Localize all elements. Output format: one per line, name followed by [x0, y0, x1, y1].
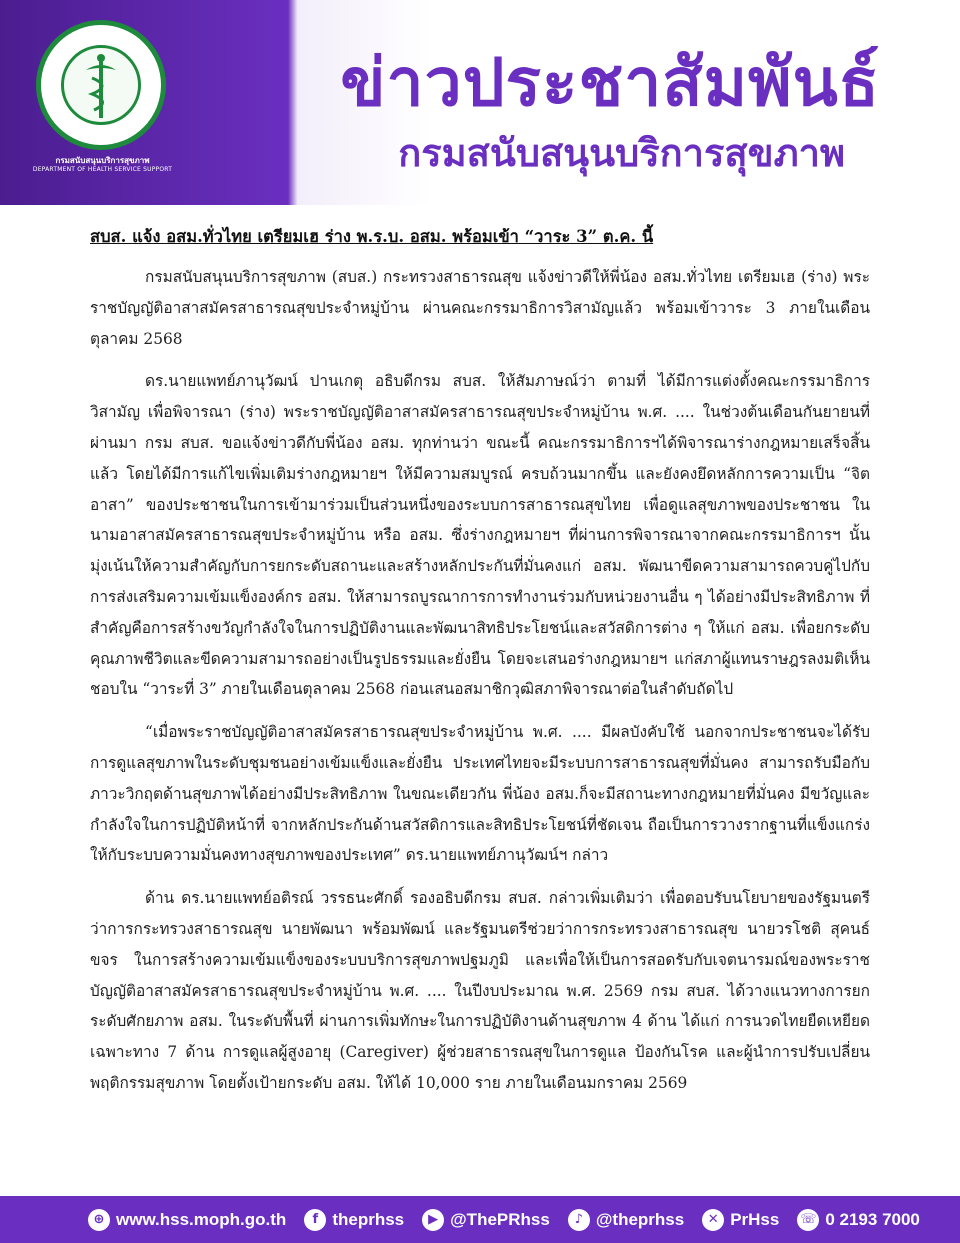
page-title: ข่าวประชาสัมพันธ์ [340, 44, 880, 121]
footer-x[interactable] [702, 1209, 779, 1231]
footer-contacts [88, 1196, 920, 1243]
ministry-logo [20, 14, 185, 192]
phone-icon: ☏ [797, 1209, 819, 1231]
footer-website-label: www.hss.moph.go.th [116, 1209, 287, 1229]
footer-phone-label: 0 2193 7000 [825, 1209, 920, 1229]
caduceus-icon [64, 48, 144, 128]
logo-label-en: DEPARTMENT OF HEALTH SERVICE SUPPORT [32, 166, 173, 173]
footer-youtube-label: @ThePRhss [450, 1209, 550, 1229]
youtube-icon: ▶ [422, 1209, 444, 1231]
tiktok-icon: ♪ [568, 1209, 590, 1231]
article-paragraph: ดร.นายแพทย์ภานุวัฒน์ ปานเกตุ อธิบดีกรม สบส. ให้สัมภาษณ์ว่า ตามที่ ได้มีการแต่งตั้งคณะกรรมาธิการวิสามัญ เพื่อพิจารณา (ร่าง) พระราชบัญญัติอาสาสมัครสาธารณสุขประจำหมู่บ้าน พ.ศ. .... ในช่วงต้นเดือนกันยายนที่ผ่านมา กรม สบส. ขอแจ้งข่าวดีกับพี่น้อง อสม. ทุกท่านว่า ขณะนี้ คณะกรรมาธิการฯได้พิจารณาร่างกฎหมายเสร็จสิ้นแล้ว โดยได้มีการแก้ไขเพิ่มเติมร่างกฎหมายฯ ให้มีความสมบูรณ์ ครบถ้วนมากขึ้น และยังคงยึดหลักการความเป็น “จิตอาสา” ของประชาชนในการเข้ามาร่วมเป็นส่วนหนึ่งของระบบการสาธารณสุขไทย เพื่อดูแลสุขภาพของประชาชน ในนามอาสาสมัครสาธารณสุขประจำหมู่บ้าน หรือ อสม. ซึ่งร่างกฎหมายฯ ที่ผ่านการพิจารณาจากคณะกรรมาธิการฯ นั้น มุ่งเน้นให้ความสำคัญกับการยกระดับสถานะและสร้างหลักประกันที่มั่นคงแก่ อสม. พัฒนาขีดความสามารถควบคู่ไปกับการส่งเสริมความเข้มแข็งองค์กร อสม. ให้สามารถบูรณาการการทำงานร่วมกับหน่วยงานอื่น ๆ ได้อย่างมีประสิทธิภาพ ที่สำคัญคือการสร้างขวัญกำลังใจในการปฏิบัติงานและพัฒนาสิทธิประโยชน์และสวัสดิการต่าง ๆ ให้แก่ อสม. เพื่อยกระดับคุณภาพชีวิตและขีดความสามารถอย่างเป็นรูปธรรมและยั่งยืน โดยจะเสนอร่างกฎหมายฯ แก่สภาผู้แทนราษฎรลงมติเห็นชอบใน “วาระที่ 3” ภายในเดือนตุลาคม 2568 ก่อนเสนอสมาชิกวุฒิสภาพิจารณาต่อในลำดับถัดไป [90, 372, 870, 699]
footer-tiktok-label: @theprhss [595, 1209, 685, 1229]
footer-tiktok[interactable] [568, 1209, 684, 1231]
logo-seal [36, 20, 166, 150]
article-headline: สบส. แจ้ง อสม.ทั่วไทย เตรียมเฮ ร่าง พ.ร.บ. อสม. พร้อมเข้า “วาระ 3” ต.ค. นี้ [90, 227, 654, 246]
footer-facebook[interactable] [304, 1209, 404, 1231]
article-paragraph: กรมสนับสนุนบริการสุขภาพ (สบส.) กระทรวงสาธารณสุข แจ้งข่าวดีให้พี่น้อง อสม.ทั่วไทย เตรียมเฮ (ร่าง) พระราชบัญญัติอาสาสมัครสาธารณสุขประจำหมู่บ้าน ผ่านคณะกรรมาธิการวิสามัญแล้ว พร้อมเข้าวาระ 3 ภายในเดือนตุลาคม 2568 [90, 268, 870, 348]
header [0, 0, 960, 205]
footer-phone[interactable] [797, 1209, 920, 1231]
logo-inner-ring [61, 45, 141, 125]
footer-x-label: PrHss [730, 1209, 780, 1229]
x-icon: ✕ [702, 1209, 724, 1231]
footer-facebook-label: theprhss [332, 1209, 405, 1229]
page-subtitle: กรมสนับสนุนบริการสุขภาพ [398, 131, 845, 175]
article-body [90, 262, 870, 1099]
article-paragraph: ด้าน ดร.นายแพทย์อติรณ์ วรรธนะศักดิ์ รองอธิบดีกรม สบส. กล่าวเพิ่มเติมว่า เพื่อตอบรับนโยบายของรัฐมนตรีว่าการกระทรวงสาธารณสุข นายพัฒนา พร้อมพัฒน์ และรัฐมนตรีช่วยว่าการกระทรวงสาธารณสุข นายวรโชติ สุคนธ์ขจร ในการสร้างความเข้มแข็งของระบบบริการสุขภาพปฐมภูมิ และเพื่อให้เป็นการสอดรับกับเจตนารมณ์ของพระราชบัญญัติอาสาสมัครสาธารณสุขประจำหมู่บ้าน พ.ศ. .... ในปีงบประมาณ พ.ศ. 2569 กรม สบส. ได้วางแนวทางการยกระดับศักยภาพ อสม. ในระดับพื้นที่ ผ่านการเพิ่มทักษะในการปฏิบัติงานด้านสุขภาพ 4 ด้าน ได้แก่ การนวดไทยยืดเหยียดเฉพาะทาง 7 ด้าน การดูแลผู้สูงอายุ (Caregiver) ผู้ช่วยสาธารณสุขในการดูแล ป้องกันโรค และผู้นำการปรับเปลี่ยนพฤติกรรมสุขภาพ โดยตั้งเป้ายกระดับ อสม. ให้ได้ 10,000 ราย ภายในเดือนมกราคม 2569 [90, 889, 870, 1092]
logo-label-th: กรมสนับสนุนบริการสุขภาพ [55, 156, 150, 165]
facebook-icon: f [304, 1209, 326, 1231]
footer-youtube[interactable] [422, 1209, 550, 1231]
footer-bar [0, 1196, 960, 1243]
globe-icon: ⊕ [88, 1209, 110, 1231]
article-paragraph: “เมื่อพระราชบัญญัติอาสาสมัครสาธารณสุขประจำหมู่บ้าน พ.ศ. .... มีผลบังคับใช้ นอกจากประชาชนจะได้รับการดูแลสุขภาพในระดับชุมชนอย่างเข้มแข็งและยั่งยืน ประเทศไทยจะมีระบบการสาธารณสุขที่มั่นคง สามารถรับมือกับภาวะวิกฤตด้านสุขภาพได้อย่างมีประสิทธิภาพ ในขณะเดียวกัน พี่น้อง อสม.ก็จะมีสถานะทางกฎหมายที่มั่นคง มีขวัญและกำลังใจในการปฏิบัติหน้าที่ จากหลักประกันด้านสวัสดิการและสิทธิประโยชน์ที่ชัดเจน ถือเป็นการวางรากฐานที่แข็งแกร่งให้กับระบบความมั่นคงทางสุขภาพของประเทศ” ดร.นายแพทย์ภานุวัฒน์ฯ กล่าว [90, 723, 870, 865]
footer-website[interactable] [88, 1209, 286, 1231]
